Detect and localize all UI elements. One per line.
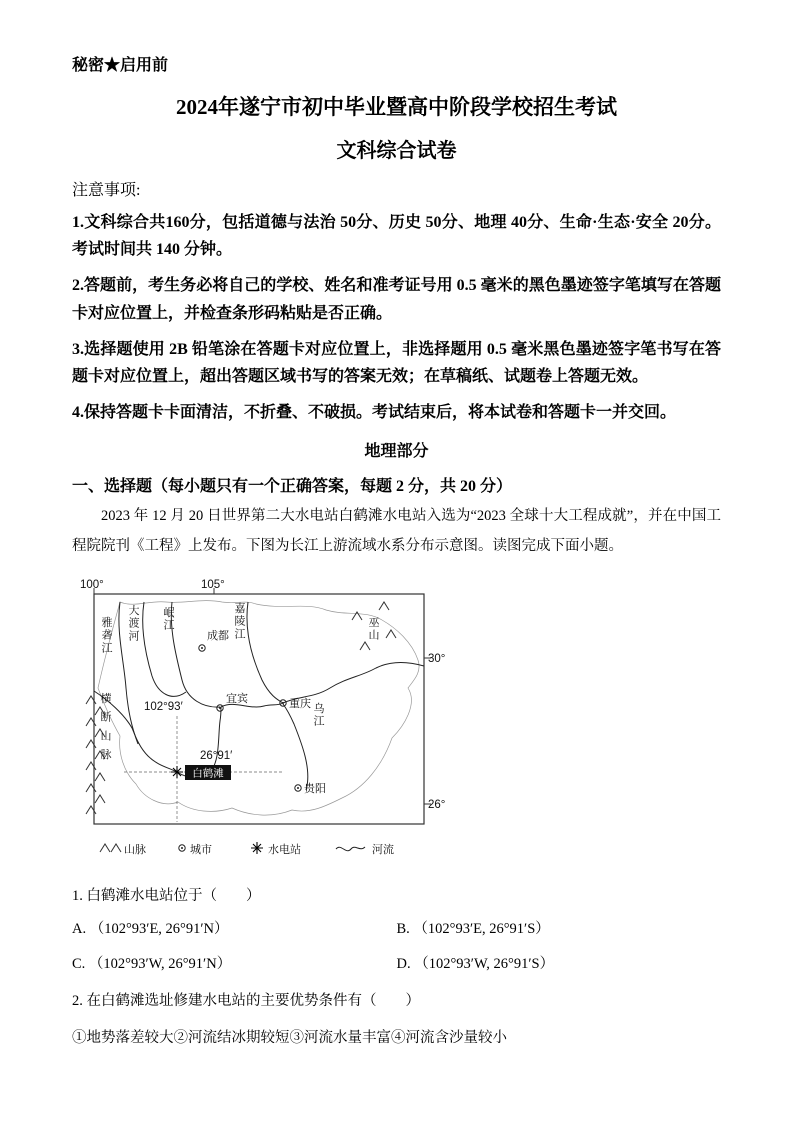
legend-mountain-label: 山脉 <box>124 844 146 857</box>
dadu-river-label: 大渡河 <box>128 605 140 643</box>
legend-city-icon-dot <box>181 847 183 849</box>
city-chongqing <box>280 696 311 710</box>
hydro-station-icon <box>171 766 183 778</box>
question-1-stem: 1. 白鹤滩水电站位于（ ） <box>72 888 261 905</box>
option-b: B. （102°93′E, 26°91′S） <box>396 921 550 938</box>
guiyang-label: 贵阳 <box>304 783 326 796</box>
option-a: A. （102°93′E, 26°91′N） <box>72 921 229 938</box>
question-2-options-line: ①地势落差较大②河流结冰期较短③河流水量丰富④河流含沙量较小 <box>72 1030 507 1047</box>
wushan-label: 巫山 <box>368 617 380 642</box>
option-c: C. （102°93′W, 26°91′N） <box>72 956 232 973</box>
paper-subtitle: 文科综合试卷 <box>336 140 457 162</box>
intro-paragraph: 2023 年 12 月 20 日世界第二大水电站白鹤滩水电站入选为“2023 全球十大工程成就”，并在中国工程院院刊《工程》上发布。下图为长江上游流域水系分布示意图。读图完成下面小题。 <box>72 508 721 555</box>
option-d: D. （102°93′W, 26°91′S） <box>396 956 555 973</box>
city-guiyang <box>295 781 326 795</box>
jialing-river-label: 嘉陵江 <box>234 603 246 641</box>
baihetan-station-marker <box>171 765 231 780</box>
min-river-label: 岷江 <box>163 607 175 632</box>
station-lat-label: 26°91′ <box>200 750 233 763</box>
notice-item: 2.答题前，考生务必将自己的学校、姓名和准考证号用 0.5 毫米的黑色墨迹签字笔填写在答题卡对应位置上，并检查条形码粘贴是否正确。 <box>72 277 721 322</box>
chongqing-label: 重庆 <box>289 698 311 711</box>
jialing-river-line <box>247 602 283 703</box>
map-legend <box>100 842 394 856</box>
jinsha-yangtze-river-line <box>94 663 424 778</box>
map-figure <box>74 576 721 868</box>
classification-label: 秘密★启用前 <box>72 57 169 74</box>
yibin-label: 宜宾 <box>226 693 248 706</box>
question-1-options <box>72 917 721 973</box>
lat-label: 30° <box>428 653 446 666</box>
hengduan-label: 横断山脉 <box>100 693 112 762</box>
chengdu-label: 成都 <box>207 630 229 643</box>
question-type-heading: 一、选择题（每小题只有一个正确答案，每题 2 分，共 20 分） <box>72 478 513 496</box>
city-chengdu <box>199 628 229 651</box>
paper-title: 2024年遂宁市初中毕业暨高中阶段学校招生考试 <box>176 95 617 119</box>
station-lon-label: 102°93′ <box>144 701 183 714</box>
lon-label: 100° <box>80 579 104 592</box>
legend-river-icon <box>336 847 365 851</box>
lon-label: 105° <box>201 579 225 592</box>
wu-river-label: 乌江 <box>313 703 325 728</box>
notice-item: 1.文科综合共160分，包括道德与法治 50分、历史 50分、地理 40分、生命·生态·安全 20分。考试时间共 140 分钟。 <box>72 214 721 259</box>
yalong-river-label: 雅砻江 <box>101 617 113 655</box>
legend-station-icon <box>251 842 263 854</box>
legend-river-label: 河流 <box>372 844 394 857</box>
baihetan-label: 白鹤滩 <box>192 767 224 780</box>
lat-label: 26° <box>428 799 446 812</box>
min-river-line <box>171 602 220 707</box>
wu-river-line <box>283 704 308 790</box>
section-title-geography: 地理部分 <box>364 443 429 461</box>
legend-city-label: 城市 <box>190 844 212 857</box>
notice-item: 3.选择题使用 2B 铅笔涂在答题卡对应位置上，非选择题用 0.5 毫米黑色墨迹签字笔书写在答题卡对应位置上，超出答题区域书写的答案无效；在草稿纸、试题卷上答题无效。 <box>72 340 721 385</box>
legend-mountain-icon <box>100 844 121 852</box>
question-2-stem: 2. 在白鹤滩选址修建水电站的主要优势条件有（ ） <box>72 993 420 1010</box>
legend-station-label: 水电站 <box>268 844 301 857</box>
notices-heading: 注意事项: <box>72 182 141 199</box>
notice-item: 4.保持答题卡卡面清洁，不折叠、不破损。考试结束后，将本试卷和答题卡一并交回。 <box>72 404 677 422</box>
upper-yangtze-map <box>74 576 446 868</box>
